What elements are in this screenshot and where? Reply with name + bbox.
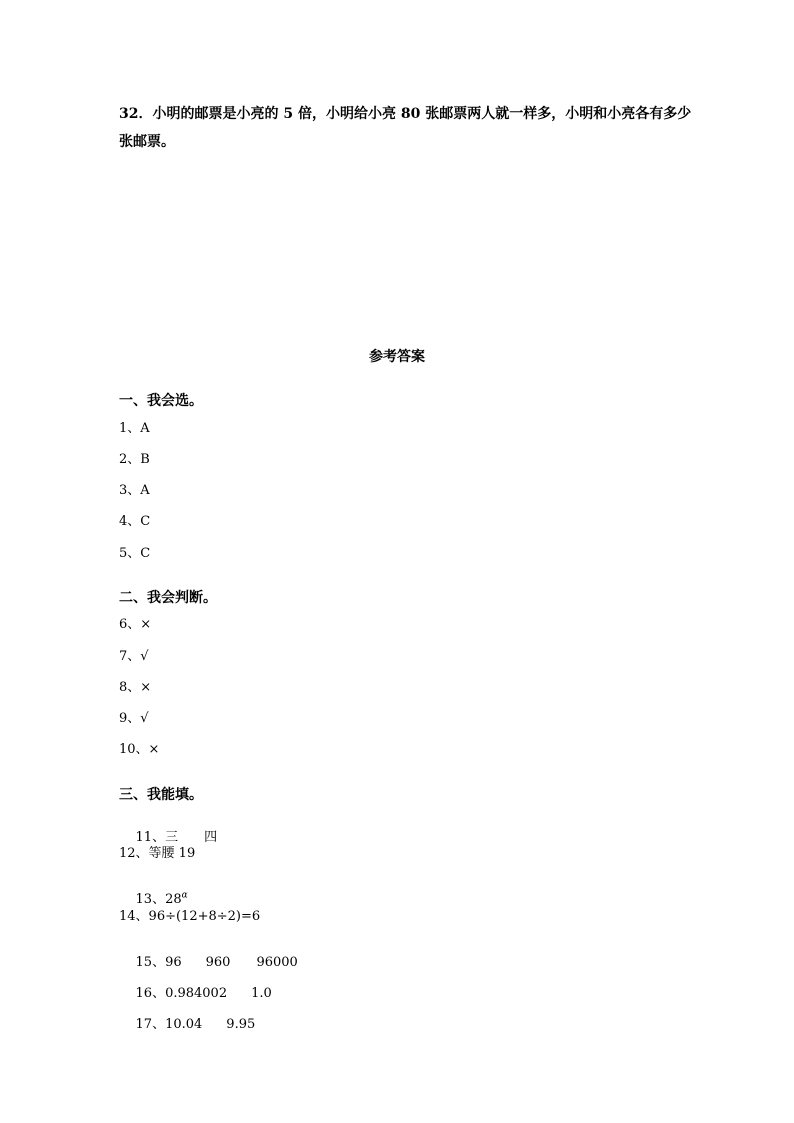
answer-item-1: 1、A [119,421,150,436]
question-32-line1: 32．小明的邮票是小亮的 5 倍，小明给小亮 80 张邮票两人就一样多，小明和小亮各有多少 [119,106,692,122]
answer-item-12: 12、等腰 19 [119,846,196,861]
answer-item-15-a: 15、96 [135,955,182,970]
answer-item-4: 4、C [119,514,151,529]
section-heading-3: 三、我能填。 [119,787,203,803]
answer-item-2: 2、B [119,452,150,467]
answer-item-16-a: 16、0.984002 [135,986,228,1001]
answer-item-15-b: 960 [205,955,231,970]
answer-item-14: 14、96÷(12+8÷2)=6 [119,909,261,924]
answer-item-11-b: 四 [204,830,218,845]
answer-item-6: 6、× [119,617,152,632]
answer-item-11-a: 11、三 [135,830,179,845]
section-heading-1: 一、我会选。 [119,393,203,409]
answer-item-5: 5、C [119,546,151,561]
question-32 [119,100,719,156]
question-32-line2: 张邮票。 [119,134,175,150]
answer-item-3: 3、A [119,483,150,498]
answer-item-8: 8、× [119,680,152,695]
answer-item-7: 7、√ [119,649,149,664]
answer-title: 参考答案 [369,349,425,365]
answer-item-9: 9、√ [119,711,149,726]
answer-item-15-c: 96000 [256,955,298,970]
answer-item-13-a: 13、28 [135,892,182,907]
answer-item-16-b: 1.0 [251,986,272,1001]
section-heading-2: 二、我会判断。 [119,590,217,606]
answer-item-17 [119,998,255,1047]
answer-item-10: 10、× [119,742,160,757]
answer-item-17-a: 17、10.04 [135,1017,203,1032]
answer-item-17-b: 9.95 [226,1017,256,1032]
answer-item-13-sup: α [181,890,188,901]
